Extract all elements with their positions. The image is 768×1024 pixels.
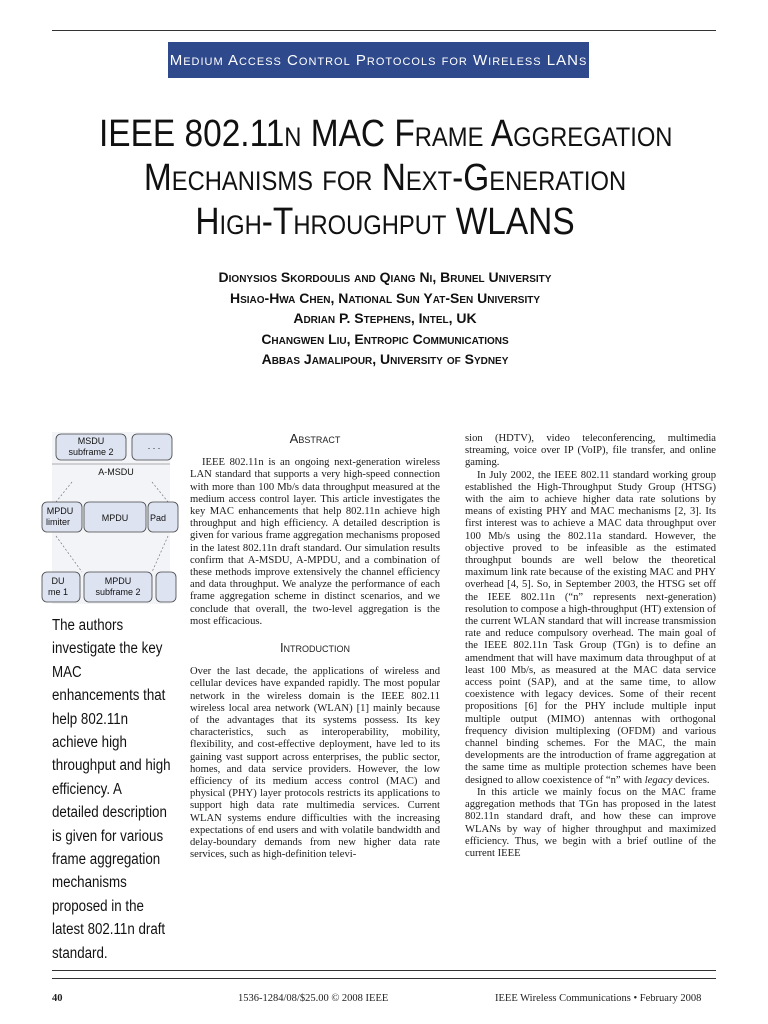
svg-text:MPDU: MPDU (46, 506, 74, 516)
title-line: High-Throughput WLANS (195, 201, 575, 243)
introduction-text: Over the last decade, the applications of wireless and cellular devices have expanded rapidly. The most popular network in the wireless domain is the IEEE 802.11 wireless local area network (WLAN) [1] mainly because of the advantages that its systems possess. Its key characteristics, such as interoperability, mobility, flexibility, and cost-effective deployment, have led to its gaining vast support across enterprises, the public sector, homes, and data service providers. However, the low efficiency of its medium access control (MAC) and physical (PHY) layer protocols restricts its applications to support high data rate multimedia services. Current WLAN systems endure difficulties with the increasing expectations of end users and with volatile bandwidth and delay-boundary demands from new higher data rate services, such as high-definition televi- (190, 666, 440, 861)
introduction-heading: Introduction (279, 640, 351, 656)
author-line: Dionysios Skordoulis and Qiang Ni, Brunel University (218, 269, 552, 285)
ellipsis: . . . (147, 441, 161, 451)
aggregation-figure (46, 432, 170, 604)
footer-rule (52, 970, 716, 971)
svg-text:MPDU: MPDU (104, 576, 132, 586)
title-line: IEEE 802.11n MAC Frame Aggregation (99, 113, 673, 155)
right-column (465, 433, 716, 860)
title-line: Mechanisms for Next-Generation (143, 157, 627, 199)
author-list (90, 267, 680, 370)
paragraph: sion (HDTV), video teleconferencing, multimedia streaming, voice over IP (VoIP), file transfer, and online gaming. (465, 433, 716, 469)
author-line: Adrian P. Stephens, Intel, UK (293, 310, 477, 326)
issn-line: 1536-1284/08/$25.00 © 2008 IEEE (238, 993, 389, 1004)
pull-quote: The authors investigate the key MAC enhancements that help 802.11n achieve high throughput and high efficiency. A detailed description is given for various frame aggregation mechanisms proposed in the latest 802.11n draft standard. (52, 617, 171, 962)
mpdu-label: MPDU (101, 513, 129, 523)
msdu-subframe-label: subframe 2 (68, 447, 114, 457)
amsdu-label: A-MSDU (98, 467, 134, 477)
pad-label: Pad (149, 513, 167, 523)
abstract-text: IEEE 802.11n is an ongoing next-generation wireless LAN standard that supports a very high-speed connection with more than 100 Mb/s data throughput measured at the medium access control layer. This article investigates the key MAC enhancements that help 802.11n achieve high throughput and high efficiency. A detailed description is given for various frame aggregation mechanisms proposed in the latest 802.11n draft standard. Our simulation results confirm that A-MSDU, A-MPDU, and a combination of these methods improve extensively the channel efficiency and data throughput. We analyze the performance of each frame aggregation scheme in distinct scenarios, and we conclude that overall, the two-level aggregation is the most efficacious. (190, 457, 440, 627)
author-line: Hsiao-Hwa Chen, National Sun Yat-Sen University (229, 289, 541, 306)
author-line: Changwen Liu, Entropic Communications (261, 330, 509, 347)
article-title (99, 112, 671, 244)
page-number: 40 (52, 993, 63, 1004)
svg-text:subframe 2: subframe 2 (95, 587, 141, 597)
author-line: Abbas Jamalipour, University of Sydney (261, 351, 509, 367)
middle-column (190, 433, 440, 862)
paragraph: In July 2002, the IEEE 802.11 standard working group established the High-Throughput Study Group (HTSG) with the aim to achieve higher data rate solutions by means of existing PHY and MAC mechanisms [2, 3]. Its first interest was to achieve a MAC data throughput over 100 Mb/s using the 802.11a standard. However, the objective proved to be infeasible as the estimated throughput bounds are well below the theoretical maximum link rate because of the existing MAC and PHY overhead [4, 5]. So, in September 2003, the HTSG set off the IEEE 802.11n (“n” represents next-generation) resolution to compose a high-throughput (HT) extension of the current WLAN standard that will increase transmission rate and reduce compulsory overhead. The main goal of the IEEE 802.11n Task Group (TGn) is to define an amendment that will have maximum data throughput of at least 100 Mb/s, as measured at the MAC data service access point (SAP), and at the same time, to allow coexistence with legacy devices. Some of their recent propositions [6] for the PHY include multiple input multiple output (MIMO) antennas with orthogonal frequency division multiplexing (OFDM) and various channel binding schemes. For the MAC, the main developments are the introduction of frame aggregation at the same time as multiple protection schemes have been designed to allow coexistence of “n” with legacy devices. (465, 469, 716, 786)
svg-text:DU: DU (51, 576, 65, 586)
paragraph: In this article we mainly focus on the MAC frame aggregation methods that TGn has proposed in the latest 802.11n standard draft, and how these can improve WLANs by way of higher throughput and maximized efficiency. Thus, we begin with a brief outline of the current IEEE (465, 786, 716, 859)
msdu-subframe-label: MSDU (77, 436, 105, 446)
top-rule (52, 30, 716, 31)
journal-line: IEEE Wireless Communications • February 2008 (495, 993, 702, 1004)
footer-rule (52, 978, 716, 979)
section-banner: Medium Access Control Protocols for Wireless LANs (168, 42, 589, 78)
svg-text:me 1: me 1 (47, 587, 69, 597)
svg-text:limiter: limiter (46, 517, 70, 527)
abstract-heading: Abstract (289, 431, 341, 446)
